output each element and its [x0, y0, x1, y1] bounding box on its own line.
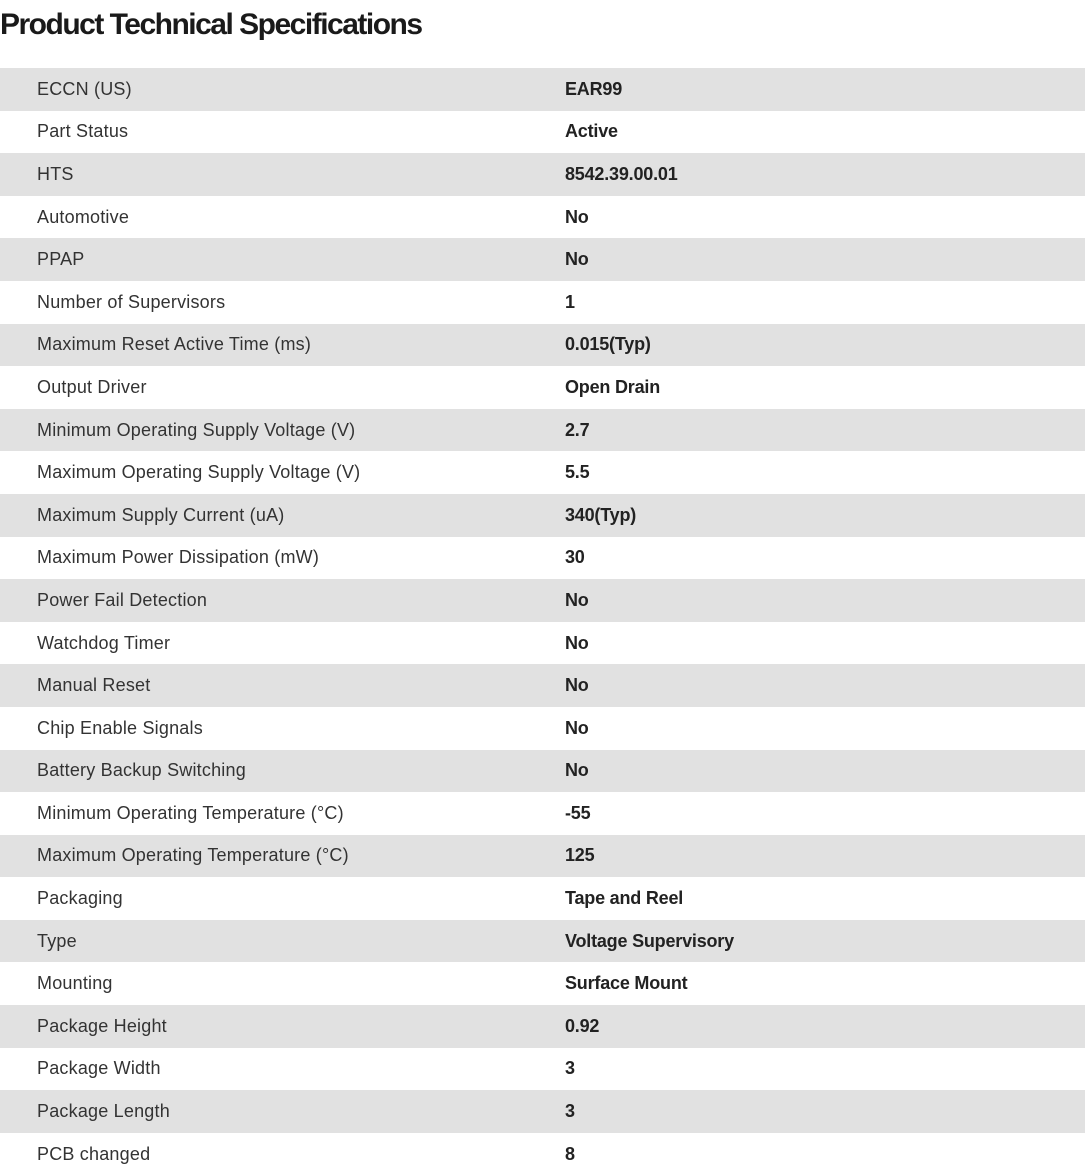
spec-label: Maximum Operating Supply Voltage (V)	[37, 462, 361, 483]
spec-row	[0, 494, 1085, 537]
spec-label: Power Fail Detection	[37, 589, 208, 610]
spec-label: Chip Enable Signals	[37, 717, 203, 738]
spec-label: Maximum Supply Current (uA)	[37, 504, 285, 525]
spec-value: -55	[565, 802, 591, 823]
spec-value: No	[565, 717, 589, 738]
spec-value: No	[565, 760, 589, 781]
spec-label: Maximum Operating Temperature (°C)	[37, 845, 349, 866]
spec-value: No	[565, 675, 589, 696]
spec-label: Output Driver	[37, 376, 147, 397]
spec-value: No	[565, 632, 589, 653]
spec-row	[0, 664, 1085, 707]
spec-row	[0, 1133, 1085, 1175]
spec-value: No	[565, 249, 589, 270]
spec-row	[0, 111, 1085, 154]
spec-row	[0, 451, 1085, 494]
spec-row	[0, 409, 1085, 452]
spec-label: Minimum Operating Temperature (°C)	[37, 802, 344, 823]
spec-label: Maximum Power Dissipation (mW)	[37, 547, 320, 568]
spec-row	[0, 877, 1085, 920]
spec-label: PCB changed	[37, 1143, 151, 1164]
spec-value: 0.015(Typ)	[565, 334, 651, 355]
spec-row	[0, 1090, 1085, 1133]
spec-row	[0, 707, 1085, 750]
spec-label: Package Width	[37, 1058, 161, 1079]
spec-label: Packaging	[37, 888, 123, 909]
spec-row	[0, 1005, 1085, 1048]
spec-value: Tape and Reel	[565, 888, 684, 909]
spec-value: 8542.39.00.01	[565, 163, 678, 184]
spec-table-body	[0, 68, 1085, 1175]
spec-value: 125	[565, 845, 595, 866]
spec-row	[0, 622, 1085, 665]
spec-row	[0, 962, 1085, 1005]
spec-label: PPAP	[37, 249, 85, 270]
spec-row	[0, 324, 1085, 367]
spec-label: HTS	[37, 163, 74, 184]
spec-row	[0, 68, 1085, 111]
spec-label: Package Height	[37, 1015, 167, 1036]
spec-label: Package Length	[37, 1101, 170, 1122]
spec-label: Battery Backup Switching	[37, 760, 246, 781]
spec-row	[0, 281, 1085, 324]
spec-value: 1	[565, 291, 575, 312]
spec-value: 3	[565, 1058, 575, 1079]
spec-label: Minimum Operating Supply Voltage (V)	[37, 419, 356, 440]
spec-row	[0, 366, 1085, 409]
spec-row	[0, 835, 1085, 878]
spec-row	[0, 792, 1085, 835]
spec-label: Part Status	[37, 121, 129, 142]
spec-label: Number of Supervisors	[37, 291, 226, 312]
spec-row	[0, 537, 1085, 580]
spec-value: 0.92	[565, 1015, 600, 1036]
spec-row	[0, 920, 1085, 963]
spec-value: 8	[565, 1143, 575, 1164]
spec-label: Maximum Reset Active Time (ms)	[37, 334, 312, 355]
spec-value: Open Drain	[565, 376, 661, 397]
spec-label: Type	[37, 930, 77, 951]
spec-label: Mounting	[37, 973, 113, 994]
spec-value: 30	[565, 547, 585, 568]
page-title: Product Technical Specifications	[0, 8, 422, 41]
spec-value: Active	[565, 121, 618, 142]
spec-row	[0, 153, 1085, 196]
spec-value: 5.5	[565, 462, 590, 483]
spec-row	[0, 196, 1085, 239]
spec-value: 3	[565, 1101, 575, 1122]
spec-row	[0, 750, 1085, 793]
spec-row	[0, 238, 1085, 281]
spec-label: Automotive	[37, 206, 130, 227]
spec-value: No	[565, 589, 589, 610]
spec-label: Watchdog Timer	[37, 632, 171, 653]
spec-table	[0, 68, 1085, 1175]
spec-label: ECCN (US)	[37, 78, 132, 99]
spec-value: Voltage Supervisory	[565, 930, 734, 951]
spec-row	[0, 579, 1085, 622]
spec-value: 340(Typ)	[565, 504, 637, 525]
spec-value: Surface Mount	[565, 973, 688, 994]
spec-value: EAR99	[565, 78, 623, 99]
spec-row	[0, 1048, 1085, 1091]
spec-value: 2.7	[565, 419, 590, 440]
spec-label: Manual Reset	[37, 675, 151, 696]
spec-value: No	[565, 206, 589, 227]
